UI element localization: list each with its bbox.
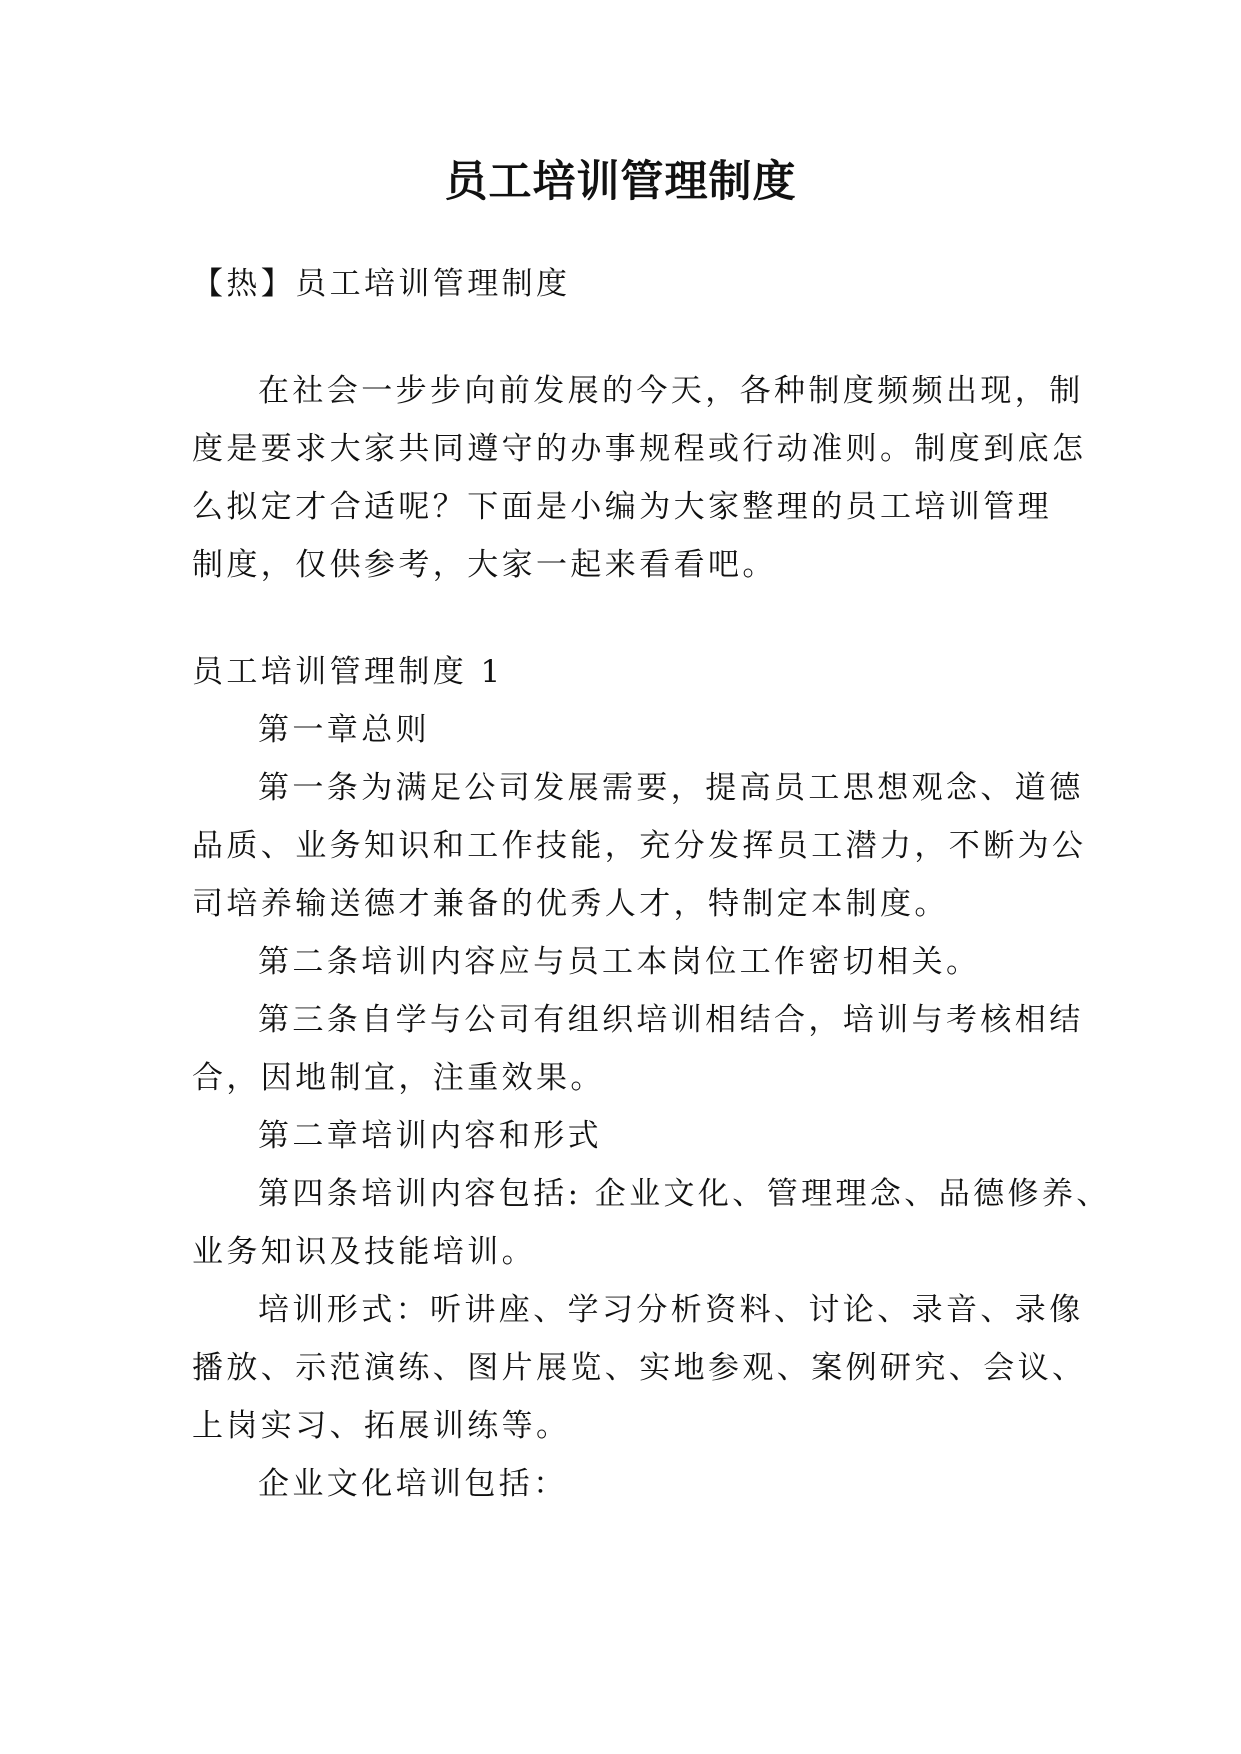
intro-line: 在社会一步步向前发展的今天，各种制度频频出现，制 (258, 373, 1084, 409)
article-line: 第四条培训内容包括: 企业文化、管理理念、品德修养、 (258, 1176, 1111, 1212)
section-heading: 员工培训管理制度 1 (192, 654, 504, 690)
chapter-heading: 第二章培训内容和形式 (258, 1118, 602, 1154)
document-title: 员工培训管理制度 (444, 157, 797, 207)
intro-line: 么拟定才合适呢？下面是小编为大家整理的员工培训管理 (192, 489, 1052, 525)
document-subtitle: 【热】员工培训管理制度 (192, 266, 571, 302)
chapter-heading: 第一章总则 (258, 712, 430, 748)
forms-line: 上岗实习、拓展训练等。 (192, 1408, 571, 1444)
article-line: 第三条自学与公司有组织培训相结合，培训与考核相结 (258, 1002, 1084, 1038)
culture-heading: 企业文化培训包括： (258, 1466, 568, 1502)
article-line: 合，因地制宜，注重效果。 (192, 1060, 605, 1096)
article-line: 司培养输送德才兼备的优秀人才，特制定本制度。 (192, 886, 949, 922)
article-line: 第一条为满足公司发展需要，提高员工思想观念、道德 (258, 770, 1084, 806)
article-line: 第二条培训内容应与员工本岗位工作密切相关。 (258, 944, 981, 980)
article-line: 品质、业务知识和工作技能，充分发挥员工潜力，不断为公 (192, 828, 1087, 864)
intro-line: 制度，仅供参考，大家一起来看看吧。 (192, 547, 777, 583)
forms-line: 播放、示范演练、图片展览、实地参观、案例研究、会议、 (192, 1350, 1087, 1386)
forms-line: 培训形式：听讲座、学习分析资料、讨论、录音、录像 (258, 1292, 1084, 1328)
intro-line: 度是要求大家共同遵守的办事规程或行动准则。制度到底怎 (192, 431, 1087, 467)
article-line: 业务知识及技能培训。 (192, 1234, 536, 1270)
